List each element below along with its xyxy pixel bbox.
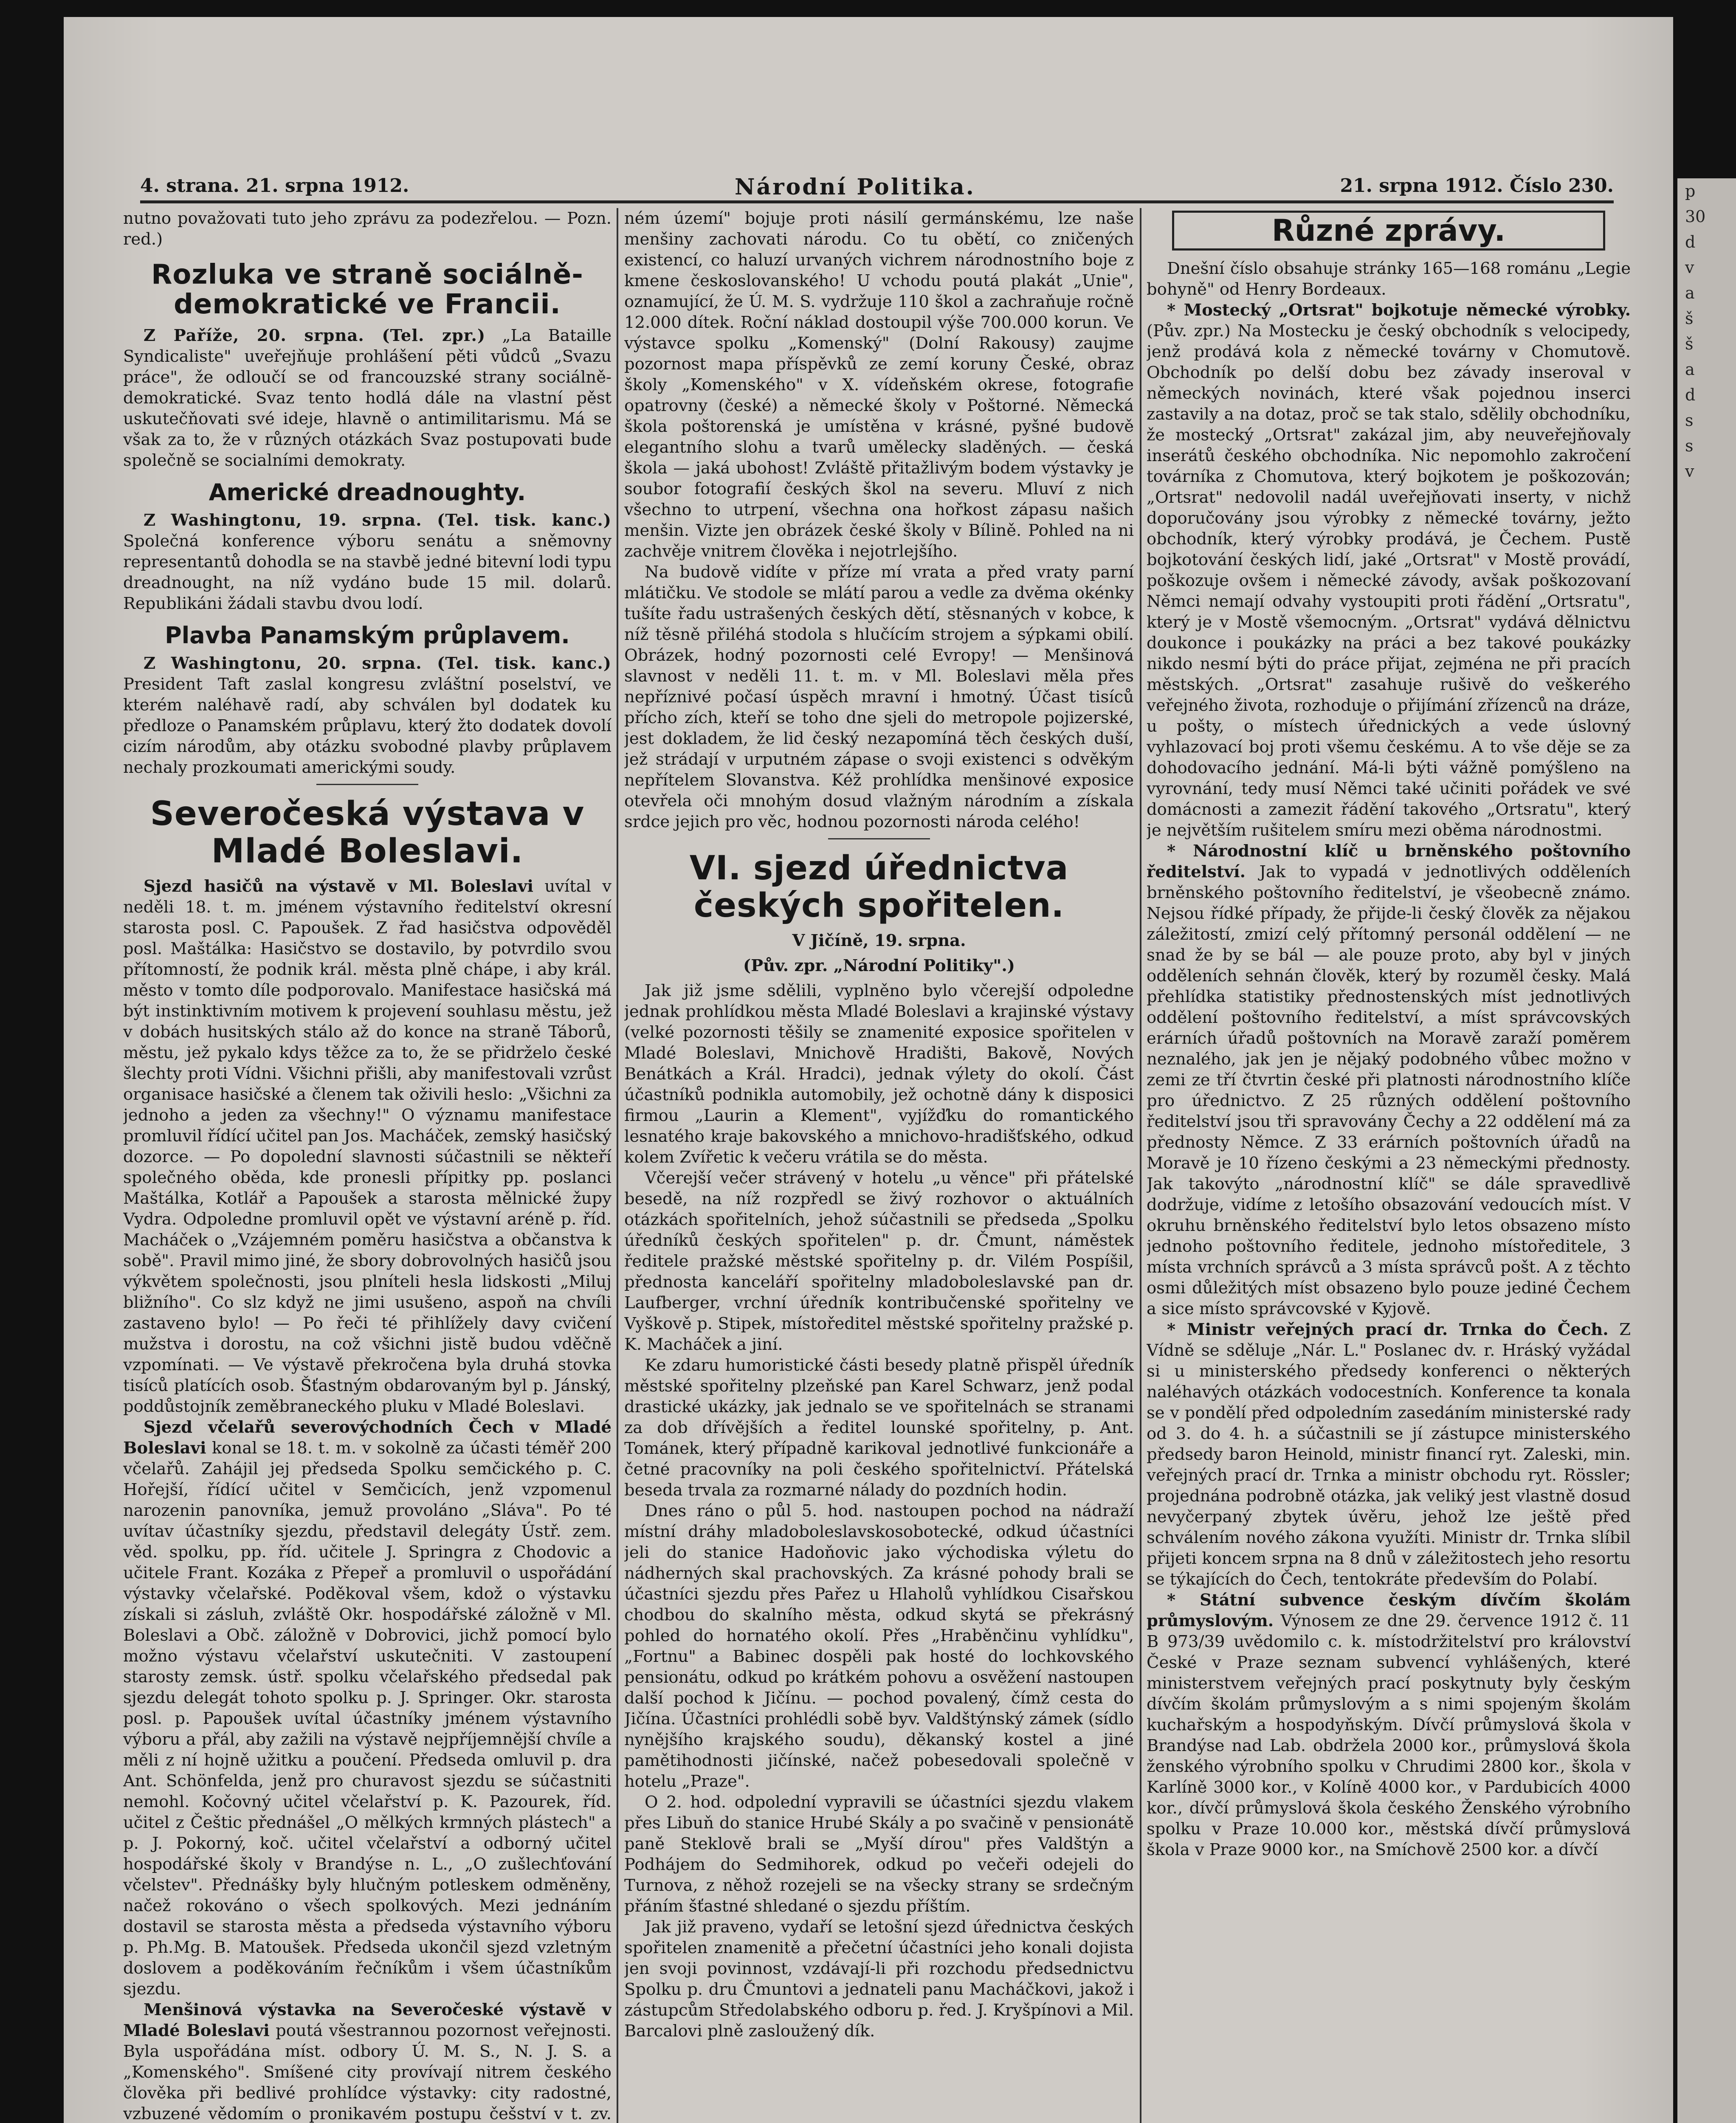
article-text: konal se 18. t. m. v sokolně za účasti téměř 200 včelařů. Zahájil jej předseda Spolku semčického p. C. Hořejší, řídící učitel v Semčicích, jenž vzpomenul narozenin panovníka, jemuž provoláno „Sláva". Po té uvítav účastníky sjezdu, představil delegáty Ústř. zem. věd. spolku, pp. říd. učitele J. Springra z Chodovic a učitele Frant. Kozáka z Přepeř a promluvil o uspořádání výstavky včelařské. Poděkoval všem, kdož o výstavku získali si zásluh, zvláště Okr. hospodářské záložně v Ml. Boleslavi a Obč. záložně v Dobrovici, jichž pomocí bylo možno výstavu včelařství uskutečniti. V zastoupení starosty zemsk. ústř. spolku včelařského předsedal pak sjezdu delegát tohoto spolku p. J. Springer. Okr. starosta posl. p. Papoušek uvítal účastníky jménem výstavního výboru a přál, aby zažili na výstavě nejpříjemnější chvíle a měli z ní hojně užitku a poučení. Předseda omluvil p. dra Ant. Schönfelda, jenž pro churavost sjezdu se súčastniti nemohl. Kočovný učitel včelařství p. K. Pazourek, říd. učitel z Češtic přednášel „O mělkých krmných plástech" a p. J. Pokorný, koč. učitel včelařství a odborný učitel hospodářské školy v Brandýse n. L., „O zušlechťování včelstev". Přednášky byly hlučným potleskem odměněny, načež rokováno o všech spolkových. Mezi jednáním dostavil se starosta města a předseda výstavního výboru p. Ph.Mg. B. Matoušek. Předseda ukončil sjezd vzletným doslovem a poděkováním řečníkům i všem účastníkům sjezdu. [123, 1439, 612, 1999]
paragraph-lead: Menšinová výstavka na Severočeské výstavě v Mladé Boleslavi [123, 2000, 612, 2040]
article-text: Výnosem ze dne 29. července 1912 č. 11 B 973/39 uvědomilo c. k. místodržitelství pro království České v Praze seznam subvencí vyhlášených, které ministerstvem veřejných prací poskytnuty byly českým dívčím školám průmyslovým a s nimi spojeným školám kuchařským a hospodyňským. Dívčí průmyslová škola v Brandýse nad Lab. obdržela 2000 kor., průmyslová škola ženského výrobního spolku v Chrudimi 2800 kor., škola v Karlíně 3000 kor., v Kolíně 4000 kor., v Pardubicích 4000 kor., dívčí průmyslová škola českého Ženského výrobního spolku v Praze 10.000 kor., městská dívčí průmyslová škola v Praze 9000 kor., na Smíchově 2500 kor. a dívčí [1147, 1611, 1631, 1859]
dateline: V Jičíně, 19. srpna. [792, 931, 966, 950]
article-text: „La Bataille Syndicaliste" uveřejňuje prohlášení pěti vůdců „Svazu práce", že odloučí se od francouzské strany sociálně-demokratické. Svaz tento hodlá dále na vlastní pěst uskutečňovati své ideje, hlavně o antimilitarismu. Má se však za to, že v různých otázkách Svaz postupovati bude společně se socialními demokraty. [123, 326, 612, 470]
section-title-ruzne-zpravy: Různé zprávy. [1172, 211, 1605, 251]
article-paragraph: Včerejší večer strávený v hotelu „u věnce" při přátelské besedě, na níž rozpředl se živý rozhovor o aktuálních otázkách spořitelních, jehož súčastnili se předseda „Spolku úředníků českých spořitelen" p. dr. Čmunt, náměstek ředitele pražské městské spořitelny p. dr. Vilém Pospíšil, přednosta kanceláří spořitelny mladoboleslavské pan dr. Laufberger, vrchní úředník kontribučenské spořitelny ve Vyškově p. Stipek, místoředitel městské spořitelny pražské p. K. Macháček a jiní. [624, 1168, 1134, 1354]
article-paragraph [123, 653, 612, 778]
article-text: uvítal v neděli 18. t. m. jménem výstavního ředitelství okresní starosta posl. C. Papoušek. Z řad hasičstva odpověděl posl. Maštálka: Hasičstvo se dostavilo, by potvrdilo svou přítomností, že podnik král. města plně chápe, i aby král. město v tomto díle podporovalo. Manifestace hasičská má být instinktivním motivem k projevení souhlasu městu, jež v dobách husitských stálo až do konce na straně Táborů, městu, jež pykalo kdys těžce za to, že se přidrželo české šlechty proti Vídni. Všichni přišli, aby manifestovali vzrůst organisace hasičské a členem tak oživili heslo: „Všichni za jednoho a jeden za všechny!" O významu manifestace promluvil řídící učitel pan Jos. Macháček, zemský hasičský dozorce. — Po dopolední slavnosti súčastnili se někteří společného oběda, kde pronesli přípitky pp. poslanci Maštálka, Kotlář a Papoušek a starosta mělnické župy Vydra. Odpoledne promluvil opět ve výstavní aréně p. říd. Macháček o „Vzájemném poměru hasičstva a občanstva k sobě". Pravil mimo jiné, že sbory dobrovolných hasičů jsou výkvětem společnosti, jsou plníteli hesla lidskosti „Miluj bližního". Co slz když ne jimi usušeno, aspoň na chvíli zastaveno bylo! — Po řeči té přihlížely davy cvičení mužstva i dorostu, na což všichni jistě budou vděčně vzpomínati. — Ve výstavě překročena byla druhá stovka tisíců platících osob. Šťastným obdarovaným byl p. Jánský, poddůstojník zeměbraneckého pluku v Mladé Boleslavi. [123, 877, 612, 1416]
article-paragraph [1147, 841, 1631, 1319]
article-text: Jak to vypadá v jednotlivých odděleních brněnského poštovního ředitelství, je všeobecně známo. Nejsou řídké případy, že přijde-li český člověk za nějakou záležitostí, zmizí celý přítomný personál oddělení — ne snad že by se bál — ale pouze proto, aby byl v jiných odděleních sehnán člověk, který by rozuměl česky. Malá přehlídka statistiky přednostenských míst jednotlivých oddělení poštovního ředitelství, a míst správcovských erárních úřadů poštovních na Moravě zaraží poměrem neznalého, jak jen je nějaký podobného vůbec možno v zemi ze tří čtvrtin české při platnosti národnostního klíče pro úřednictvo. Z 25 různých oddělení poštovního ředitelství jsou tři spravovány Čechy a 22 oddělení má za přednosty Němce. Z 33 erárních poštovních úřadů na Moravě je 10 řízeno českými a 23 německými přednosty. Jak takovýto „národnostní klíč" se dále spravedlivě dodržuje, vidíme z letošího obsazování vedoucích míst. V okruhu brněnského ředitelství bylo letos obsazeno místo jednoho poštovního ředitele, jednoho místoředitele, 3 místa vrchních správců a 3 místa správců pošt. A z těchto osmi důležitých míst obsazeno bylo pouze jediné Čechem a sice místo správcovské v Kyjově. [1147, 862, 1631, 1318]
article-paragraph [123, 510, 612, 614]
edge-fragment: v [1685, 258, 1694, 277]
article-paragraph [123, 1417, 612, 1999]
edge-fragment: p [1685, 182, 1696, 200]
article-text: President Taft zaslal kongresu zvláštní poselství, ve kterém naléhavě radí, aby schválen byl dodatek ku předloze o Panamském průplavu, který žto dodatek dovolí cizím národům, aby otázku svobodné plavby průplavem nechaly prozkoumati americkými soudy. [123, 675, 612, 777]
headline-dreadnoughty: Americké dreadnoughty. [209, 479, 526, 506]
edge-fragment: s [1685, 436, 1694, 455]
section-divider [828, 838, 930, 839]
article-paragraph [123, 876, 612, 1417]
paragraph-lead: * Státní subvence českým dívčím školám průmyslovým. [1147, 1591, 1631, 1630]
column-divider [617, 208, 618, 2123]
section-divider [316, 784, 418, 785]
article-paragraph [123, 325, 612, 471]
article-paragraph: Dnešní číslo obsahuje stránky 165—168 románu „Legie bohyně" od Henry Bordeaux. [1147, 259, 1631, 299]
headline-sjezd: VI. sjezd úřednictva českých spořitelen. [689, 849, 1069, 925]
article-text: (Pův. zpr.) Na Mostecku je český obchodník s velocipedy, jenž prodává kola z německé továrny v Chomutově. Obchodník po delší dobu bez závady inseroval v německých novinách, které však pojednou inserci zastavily a na dotaz, proč se tak stalo, sdělily obchodníku, že mostecký „Ortsrat" zakázal jim, aby neuveřejňovaly inserátů českého obchodníka. Nic nepomohlo zakročení továrníka z Chomutova, který bojkotem je poškozován; „Ortsrat" nedovolil nadál uveřejňovati inserty, v nichž doporučovány jsou výrobky z německé továrny, ježto obchodník, který výrobky prodává, je Čechem. Pustě bojkotování českých lidí, jaké „Ortsrat" v Mostě provádí, poškozuje ovšem i německé závody, avšak poškozovaní Němci nemají odvahy vystoupiti proti řádění „Ortsratu", který je v Mostě všemocným. „Ortsrat" vydává dělnictvu doukonce i poukázky na práci a bez takové poukázky nikdo nesmí býti do práce přijat, zejména ne při pracích městských. „Ortsrat" zasahuje rušivě do veškerého veřejného života, rozhoduje o přijímání zřízenců na dráze, u pošty, o místech úřednických a vede úslovný vyhlazovací boj proti všemu českému. A to vše děje se za dohodovacího jednání. Má-li býti vážně pomýšleno na vyrovnání, tedy musí Němci také učiniti pořádek ve své domácnosti a zamezit řádění takového „Ortsratu", který je největším rušitelem smíru mezi oběma národnostmi. [1147, 321, 1631, 840]
column-2 [624, 208, 1134, 2123]
headline-panama: Plavba Panamským průplavem. [165, 622, 570, 649]
article-paragraph: Jak již praveno, vydaří se letošní sjezd úřednictva českých spořitelen znamenitě a přečetní účastníci jeho konali dojista jen svoji povinnost, vzdávají-li při rozchodu předsednictvu Spolku p. dru Čmuntovi a jednateli panu Macháčkovi, jakož i zástupcům Středolabského odboru p. řed. J. Kryšpínovi a Mil. Barcalovi plně zasloužený dík. [624, 1917, 1134, 2041]
edge-fragment: 30 [1685, 207, 1706, 226]
column-1 [123, 208, 612, 2123]
edge-fragment: a [1685, 284, 1695, 302]
column-3 [1147, 208, 1631, 2123]
edge-fragment: s [1685, 411, 1694, 430]
article-paragraph: Dnes ráno o půl 5. hod. nastoupen pochod na nádraží místní dráhy mladoboleslavskosobotecké, odkud účastníci jeli do stanice Hadoňovic jako východiska výletu do nádherných skal prachovských. Za krásné pohody brali se účastníci sjezdu přes Pařez u Hlaholů vyhlídkou Cisařskou chodbou do skalního města, odkud skytá se překrásný pohled do hornatého okolí. Přes „Hraběnčinu vyhlídku", „Fortnu" a Babinec dospěli pak hosté do lochkovského pensionátu, odkud po krátkém pohovu a osvěžení nastoupen další pochod k Jičínu. — pochod povalený, čímž cesta do Jičína. Účastníci prohlédli sobě byv. Valdštýnský zámek (sídlo nynějšího krajského soudu), děkanský kostel a jiné pamětihodnosti jičínské, načež pobesedovali společně v hotelu „Praze". [624, 1501, 1134, 1791]
headline-rozluka: Rozluka ve straně sociálně-demokratické ve Francii. [151, 259, 583, 320]
article-paragraph [1147, 300, 1631, 841]
edge-fragment: š [1685, 335, 1694, 353]
continued-text: nutno považovati tuto jeho zprávu za podezřelou. — Pozn. red.) [123, 209, 612, 249]
article-paragraph [1147, 1590, 1631, 1860]
source-note: (Pův. zpr. „Národní Politiky".) [743, 956, 1015, 975]
article-paragraph: Jak již jsme sdělili, vyplněno bylo včerejší odpoledne jednak prohlídkou města Mladé Boleslavi a krajinské výstavy (velké pozornosti těšily se znamenité exposice spořitelen v Mladé Boleslavi, Mnichově Hradišti, Bakově, Nových Benátkách a Král. Hradci), jednak výlety do okolí. Část účastníků podnikla automobily, jež ochotně dány k disposici firmou „Laurin a Klement", vyjížďku do romantického lesnatého kraje bakovského a mnichovo-hradišťského, odkud kolem Zvířetic k večeru vrátila se do města. [624, 981, 1134, 1167]
newspaper-title: Národní Politika. [735, 174, 975, 200]
dateline: Z Washingtonu, 20. srpna. (Tel. tisk. kanc.) [144, 654, 612, 673]
edge-fragment: š [1685, 309, 1694, 328]
page-header [140, 175, 1614, 203]
page-number-date: 4. strana. 21. srpna 1912. [140, 175, 409, 197]
paragraph-lead: Sjezd hasičů na výstavě v Ml. Boleslavi [144, 877, 534, 896]
article-paragraph [123, 1999, 612, 2123]
paragraph-lead: * Národnostní klíč u brněnského poštovního ředitelství. [1147, 842, 1631, 881]
headline-vystava: Severočeská výstava v Mladé Boleslavi. [150, 795, 585, 870]
edge-fragment: v [1685, 462, 1694, 481]
article-paragraph: Na budově vidíte v příze mí vrata a před vraty parní mlátičku. Ve stodole se mlátí parou a vedle za dvěma okénky tušíte řadu ustrašených českých dětí, stěsnaných v kobce, k níž těsně přiléhá stodola s hlučícím strojem a sýpkami obilí. Obrázek, hodný pozornosti celé Evropy! — Menšinová slavnost v neděli 11. t. m. v Ml. Boleslavi měla přes nepříznivé počasí úspěch mravní i hmotný. Účast tisíců přícho zích, kteří se toho dne sjeli do metropole pojizerské, jest dokladem, že lid český nezapomíná těch českých duší, jež strádají v urputném zápase o svoji existenci s odvěkým nepřítelem Slovanstva. Kéž prohlídka menšinové exposice otevřela oči mnohým dosud vlažným národním a získala srdce jejich pro věc, hodnou pozornosti národa celého! [624, 563, 1134, 831]
paragraph-lead: * Mostecký „Ortsrat" bojkotuje německé výrobky. [1167, 301, 1631, 320]
article-text: poutá všestrannou pozornost veřejnosti. Byla uspořádána míst. odbory Ú. M. S., N. J. S. a „Komenského". Smíšené city provívají nitrem českého člověka při bedlivé prohlídce výstavky: city radostné, vzbuzené vědomím o pronikavém postupu češství v t. zv. [123, 2021, 612, 2123]
article-paragraph: Ke zdaru humoristické části besedy platně přispěl úředník městské spořitelny plzeňské pan Karel Schwarz, jenž podal drastické ukázky, jak jednalo se ve spořitelnách se stranami za dob dřívějších a ředitel lounské spořitelny, p. Ant. Tománek, který případně karikoval jednotlivé funkcionáře a četné pracovníky na poli českého spořitelnictví. Přátelská beseda trvala za rozmarné nálady do pozdních hodin. [624, 1356, 1134, 1500]
adjacent-page-edge [1677, 178, 1736, 2123]
dateline: Z Paříže, 20. srpna. (Tel. zpr.) [144, 326, 486, 345]
issue-number-date: 21. srpna 1912. Číslo 230. [1340, 175, 1614, 197]
article-paragraph [1147, 1319, 1631, 1590]
column-divider [1140, 208, 1141, 2123]
edge-fragment: d [1685, 386, 1696, 404]
dateline: Z Washingtonu, 19. srpna. (Tel. tisk. kanc.) [144, 511, 612, 530]
paragraph-lead: * Ministr veřejných prací dr. Trnka do Čech. [1167, 1320, 1609, 1339]
article-paragraph: O 2. hod. odpolední vypravili se účastníci sjezdu vlakem přes Libuň do stanice Hrubé Skály a po svačině v pensionátě paně Steklově brali se „Myší dírou" přes Valdštýn a Podhájem do Sedmihorek, odkud po večeři odejeli do Turnova, z něhož rozejeli se na všecky strany se srdečným přáním šťastné shledané o sjezdu příštím. [624, 1793, 1134, 1916]
paragraph-lead: Sjezd včelařů severovýchodních Čech v Mladé Boleslavi [123, 1418, 612, 1458]
edge-fragment: d [1685, 233, 1696, 251]
article-paragraph: ném území" bojuje proti násilí germánskému, lze naše menšiny zachovati národu. Co tu obětí, co zničených existencí, co haluzí urvaných vichrem národnostního boje z kmene českoslovanského! U vchodu poutá plakát „Unie", oznamující, že Ú. M. S. vydržuje 110 škol a zachraňuje ročně 12.000 dítek. Roční náklad dostoupil výše 700.000 korun. Ve výstavce spolku „Komenský" (Dolní Rakousy) zaujme pozornost mapa příspěvků ze zemí koruny České, obraz školy „Komenského" v X. vídeňském okrese, fotografie opatrovny (české) a německé školy v Poštorné. Německá škola poštorenská je umístěna v krásné, pyšné budově elegantního slohu a tvarů umělecky sladěných. — česká škola — jaká ubohost! Zvláště přitažlivým bodem výstavky je soubor fotografií českých škol na severu. Mluví z nich všechno to utrpení, všechna ona hořkost zápasu našich menšin. Vizte jen obrázek české školy v Bílině. Pohled na ni zachvěje vnitrem člověka i nejotrlejšího. [624, 209, 1134, 561]
article-text: Z Vídně se sděluje „Nár. L." Poslanec dv. r. Hráský vyžádal si u ministerského předsedy konferenci o některých naléhavých otázkách vodocestních. Konference ta konala se v pondělí před odpoledním zasedáním ministerské rady od 3. do 4. h. a súčastnili se jí zástupce ministerského předsedy baron Heinold, ministr financí ryt. Zaleski, min. veřejných prací dr. Trnka a ministr obchodu ryt. Rössler; projednána podrobně otázka, jak veliký jest vlastně dosud nevyčerpaný zbytek úvěru, jehož lze ještě před schválením nového zákona využíti. Ministr dr. Trnka slíbil přijeti koncem srpna na 8 dnů v záležitostech jeho resortu se týkajících do Čech, tentokráte především do Polabí. [1147, 1320, 1631, 1589]
article-text: Společná konference výboru senátu a sněmovny representantů dohodla se na stavbě jedné bitevní lodi typu dreadnought, na níž vydáno bude 15 mil. dolarů. Republikáni žádali stavbu dvou lodí. [123, 532, 612, 613]
edge-fragment: a [1685, 360, 1695, 379]
